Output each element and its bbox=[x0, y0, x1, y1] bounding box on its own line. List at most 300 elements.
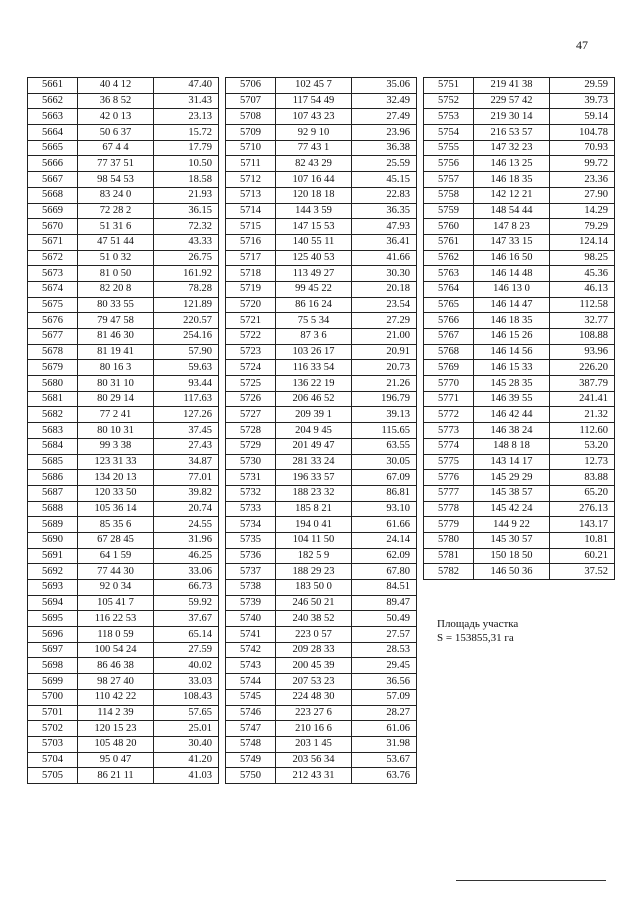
bearing-cell: 72 28 2 bbox=[78, 203, 154, 219]
point-number-cell: 5706 bbox=[226, 78, 276, 94]
point-number-cell: 5717 bbox=[226, 250, 276, 266]
point-number-cell: 5693 bbox=[28, 580, 78, 596]
bearing-cell: 134 20 13 bbox=[78, 470, 154, 486]
bearing-cell: 114 2 39 bbox=[78, 705, 154, 721]
distance-cell: 27.49 bbox=[352, 109, 417, 125]
table-row bbox=[424, 93, 615, 109]
point-number-cell: 5775 bbox=[424, 454, 474, 470]
table-row bbox=[226, 360, 417, 376]
table-row bbox=[28, 423, 219, 439]
point-number-cell: 5685 bbox=[28, 454, 78, 470]
distance-cell: 32.49 bbox=[352, 93, 417, 109]
point-number-cell: 5773 bbox=[424, 423, 474, 439]
table-row bbox=[28, 674, 219, 690]
bearing-cell: 107 16 44 bbox=[276, 172, 352, 188]
bearing-cell: 145 30 57 bbox=[474, 532, 550, 548]
table-row bbox=[226, 391, 417, 407]
bearing-cell: 146 15 33 bbox=[474, 360, 550, 376]
distance-cell: 104.78 bbox=[550, 125, 615, 141]
distance-cell: 22.83 bbox=[352, 187, 417, 203]
distance-cell: 121.89 bbox=[154, 297, 219, 313]
table-row bbox=[424, 219, 615, 235]
point-number-cell: 5677 bbox=[28, 329, 78, 345]
table-row bbox=[28, 611, 219, 627]
distance-cell: 63.76 bbox=[352, 768, 417, 784]
bearing-cell: 82 43 29 bbox=[276, 156, 352, 172]
distance-cell: 29.59 bbox=[550, 78, 615, 94]
bearing-cell: 147 15 53 bbox=[276, 219, 352, 235]
distance-cell: 26.75 bbox=[154, 250, 219, 266]
table-row bbox=[424, 470, 615, 486]
bearing-cell: 219 30 14 bbox=[474, 109, 550, 125]
bearing-cell: 81 0 50 bbox=[78, 266, 154, 282]
point-number-cell: 5725 bbox=[226, 376, 276, 392]
bearing-cell: 120 15 23 bbox=[78, 721, 154, 737]
point-number-cell: 5711 bbox=[226, 156, 276, 172]
distance-cell: 61.06 bbox=[352, 721, 417, 737]
bearing-cell: 81 19 41 bbox=[78, 344, 154, 360]
distance-cell: 59.14 bbox=[550, 109, 615, 125]
bearing-cell: 146 14 47 bbox=[474, 297, 550, 313]
point-number-cell: 5721 bbox=[226, 313, 276, 329]
table-row bbox=[28, 140, 219, 156]
point-number-cell: 5765 bbox=[424, 297, 474, 313]
point-number-cell: 5776 bbox=[424, 470, 474, 486]
bearing-cell: 80 29 14 bbox=[78, 391, 154, 407]
point-number-cell: 5678 bbox=[28, 344, 78, 360]
bearing-cell: 98 54 53 bbox=[78, 172, 154, 188]
table-row bbox=[28, 752, 219, 768]
table-row bbox=[226, 721, 417, 737]
point-number-cell: 5673 bbox=[28, 266, 78, 282]
distance-cell: 28.53 bbox=[352, 642, 417, 658]
point-number-cell: 5754 bbox=[424, 125, 474, 141]
point-number-cell: 5744 bbox=[226, 674, 276, 690]
table-row bbox=[226, 768, 417, 784]
distance-cell: 89.47 bbox=[352, 595, 417, 611]
table-row bbox=[28, 250, 219, 266]
distance-cell: 57.90 bbox=[154, 344, 219, 360]
point-number-cell: 5710 bbox=[226, 140, 276, 156]
distance-cell: 43.33 bbox=[154, 234, 219, 250]
distance-cell: 20.73 bbox=[352, 360, 417, 376]
point-number-cell: 5727 bbox=[226, 407, 276, 423]
bearing-cell: 223 27 6 bbox=[276, 705, 352, 721]
table-row bbox=[226, 187, 417, 203]
table-row bbox=[424, 125, 615, 141]
bearing-cell: 105 36 14 bbox=[78, 501, 154, 517]
coordinates-table-column-2 bbox=[225, 77, 417, 784]
point-number-cell: 5676 bbox=[28, 313, 78, 329]
bearing-cell: 47 51 44 bbox=[78, 234, 154, 250]
table-row bbox=[28, 109, 219, 125]
bearing-cell: 98 27 40 bbox=[78, 674, 154, 690]
table-row bbox=[28, 219, 219, 235]
bearing-cell: 146 42 44 bbox=[474, 407, 550, 423]
table-row bbox=[28, 470, 219, 486]
point-number-cell: 5746 bbox=[226, 705, 276, 721]
point-number-cell: 5709 bbox=[226, 125, 276, 141]
bearing-cell: 147 8 23 bbox=[474, 219, 550, 235]
bearing-cell: 100 54 24 bbox=[78, 642, 154, 658]
table-row bbox=[424, 360, 615, 376]
bearing-cell: 212 43 31 bbox=[276, 768, 352, 784]
table-row bbox=[226, 627, 417, 643]
table-row bbox=[28, 595, 219, 611]
point-number-cell: 5767 bbox=[424, 329, 474, 345]
footer-rule bbox=[456, 880, 606, 881]
table-row bbox=[28, 203, 219, 219]
distance-cell: 117.63 bbox=[154, 391, 219, 407]
point-number-cell: 5750 bbox=[226, 768, 276, 784]
bearing-cell: 86 46 38 bbox=[78, 658, 154, 674]
bearing-cell: 146 13 25 bbox=[474, 156, 550, 172]
distance-cell: 93.96 bbox=[550, 344, 615, 360]
table-row bbox=[226, 140, 417, 156]
point-number-cell: 5684 bbox=[28, 438, 78, 454]
table-row bbox=[226, 736, 417, 752]
distance-cell: 36.56 bbox=[352, 674, 417, 690]
bearing-cell: 142 12 21 bbox=[474, 187, 550, 203]
bearing-cell: 219 41 38 bbox=[474, 78, 550, 94]
bearing-cell: 145 42 24 bbox=[474, 501, 550, 517]
point-number-cell: 5771 bbox=[424, 391, 474, 407]
point-number-cell: 5680 bbox=[28, 376, 78, 392]
distance-cell: 93.10 bbox=[352, 501, 417, 517]
point-number-cell: 5736 bbox=[226, 548, 276, 564]
distance-cell: 45.15 bbox=[352, 172, 417, 188]
table-row bbox=[424, 109, 615, 125]
point-number-cell: 5701 bbox=[28, 705, 78, 721]
bearing-cell: 147 32 23 bbox=[474, 140, 550, 156]
bearing-cell: 123 31 33 bbox=[78, 454, 154, 470]
table-row bbox=[424, 423, 615, 439]
point-number-cell: 5781 bbox=[424, 548, 474, 564]
point-number-cell: 5761 bbox=[424, 234, 474, 250]
table-row bbox=[28, 266, 219, 282]
point-number-cell: 5772 bbox=[424, 407, 474, 423]
distance-cell: 124.14 bbox=[550, 234, 615, 250]
table-row bbox=[28, 125, 219, 141]
point-number-cell: 5720 bbox=[226, 297, 276, 313]
point-number-cell: 5682 bbox=[28, 407, 78, 423]
point-number-cell: 5695 bbox=[28, 611, 78, 627]
distance-cell: 84.51 bbox=[352, 580, 417, 596]
point-number-cell: 5708 bbox=[226, 109, 276, 125]
bearing-cell: 207 53 23 bbox=[276, 674, 352, 690]
bearing-cell: 224 48 30 bbox=[276, 689, 352, 705]
point-number-cell: 5690 bbox=[28, 532, 78, 548]
bearing-cell: 148 8 18 bbox=[474, 438, 550, 454]
distance-cell: 36.15 bbox=[154, 203, 219, 219]
area-label: Площадь участка bbox=[437, 618, 519, 630]
point-number-cell: 5749 bbox=[226, 752, 276, 768]
table-row bbox=[28, 360, 219, 376]
table-row bbox=[424, 438, 615, 454]
bearing-cell: 146 38 24 bbox=[474, 423, 550, 439]
bearing-cell: 140 55 11 bbox=[276, 234, 352, 250]
distance-cell: 33.03 bbox=[154, 674, 219, 690]
point-number-cell: 5768 bbox=[424, 344, 474, 360]
table-row bbox=[28, 344, 219, 360]
distance-cell: 66.73 bbox=[154, 580, 219, 596]
table-row bbox=[226, 125, 417, 141]
distance-cell: 31.43 bbox=[154, 93, 219, 109]
bearing-cell: 150 18 50 bbox=[474, 548, 550, 564]
point-number-cell: 5763 bbox=[424, 266, 474, 282]
point-number-cell: 5769 bbox=[424, 360, 474, 376]
point-number-cell: 5698 bbox=[28, 658, 78, 674]
point-number-cell: 5740 bbox=[226, 611, 276, 627]
table-row bbox=[226, 580, 417, 596]
bearing-cell: 67 28 45 bbox=[78, 532, 154, 548]
bearing-cell: 200 45 39 bbox=[276, 658, 352, 674]
table-row bbox=[28, 689, 219, 705]
bearing-cell: 92 9 10 bbox=[276, 125, 352, 141]
point-number-cell: 5777 bbox=[424, 485, 474, 501]
bearing-cell: 80 33 55 bbox=[78, 297, 154, 313]
bearing-cell: 146 13 0 bbox=[474, 281, 550, 297]
table-row bbox=[28, 376, 219, 392]
distance-cell: 226.20 bbox=[550, 360, 615, 376]
point-number-cell: 5675 bbox=[28, 297, 78, 313]
bearing-cell: 223 0 57 bbox=[276, 627, 352, 643]
table-row bbox=[28, 297, 219, 313]
point-number-cell: 5705 bbox=[28, 768, 78, 784]
table-row bbox=[226, 532, 417, 548]
point-number-cell: 5759 bbox=[424, 203, 474, 219]
table-row bbox=[226, 611, 417, 627]
table-row bbox=[424, 391, 615, 407]
bearing-cell: 145 28 35 bbox=[474, 376, 550, 392]
table-row bbox=[226, 438, 417, 454]
point-number-cell: 5757 bbox=[424, 172, 474, 188]
point-number-cell: 5666 bbox=[28, 156, 78, 172]
distance-cell: 37.45 bbox=[154, 423, 219, 439]
table-row bbox=[424, 266, 615, 282]
point-number-cell: 5748 bbox=[226, 736, 276, 752]
table-row bbox=[226, 454, 417, 470]
distance-cell: 276.13 bbox=[550, 501, 615, 517]
point-number-cell: 5692 bbox=[28, 564, 78, 580]
distance-cell: 30.40 bbox=[154, 736, 219, 752]
point-number-cell: 5696 bbox=[28, 627, 78, 643]
bearing-cell: 148 54 44 bbox=[474, 203, 550, 219]
distance-cell: 57.09 bbox=[352, 689, 417, 705]
bearing-cell: 120 18 18 bbox=[276, 187, 352, 203]
distance-cell: 41.66 bbox=[352, 250, 417, 266]
bearing-cell: 136 22 19 bbox=[276, 376, 352, 392]
bearing-cell: 196 33 57 bbox=[276, 470, 352, 486]
distance-cell: 21.26 bbox=[352, 376, 417, 392]
bearing-cell: 209 28 33 bbox=[276, 642, 352, 658]
point-number-cell: 5741 bbox=[226, 627, 276, 643]
bearing-cell: 203 56 34 bbox=[276, 752, 352, 768]
point-number-cell: 5722 bbox=[226, 329, 276, 345]
table-row bbox=[28, 454, 219, 470]
bearing-cell: 77 44 30 bbox=[78, 564, 154, 580]
point-number-cell: 5729 bbox=[226, 438, 276, 454]
point-number-cell: 5780 bbox=[424, 532, 474, 548]
table-row bbox=[28, 156, 219, 172]
bearing-cell: 103 26 17 bbox=[276, 344, 352, 360]
bearing-cell: 120 33 50 bbox=[78, 485, 154, 501]
bearing-cell: 113 49 27 bbox=[276, 266, 352, 282]
table-row bbox=[28, 485, 219, 501]
bearing-cell: 145 29 29 bbox=[474, 470, 550, 486]
bearing-cell: 77 43 1 bbox=[276, 140, 352, 156]
bearing-cell: 246 50 21 bbox=[276, 595, 352, 611]
bearing-cell: 95 0 47 bbox=[78, 752, 154, 768]
point-number-cell: 5689 bbox=[28, 517, 78, 533]
distance-cell: 254.16 bbox=[154, 329, 219, 345]
point-number-cell: 5751 bbox=[424, 78, 474, 94]
point-number-cell: 5760 bbox=[424, 219, 474, 235]
table-row bbox=[226, 485, 417, 501]
point-number-cell: 5724 bbox=[226, 360, 276, 376]
distance-cell: 143.17 bbox=[550, 517, 615, 533]
point-number-cell: 5730 bbox=[226, 454, 276, 470]
table-row bbox=[28, 234, 219, 250]
distance-cell: 60.21 bbox=[550, 548, 615, 564]
distance-cell: 20.18 bbox=[352, 281, 417, 297]
point-number-cell: 5743 bbox=[226, 658, 276, 674]
table-row bbox=[226, 595, 417, 611]
table-row bbox=[424, 485, 615, 501]
distance-cell: 47.40 bbox=[154, 78, 219, 94]
table-row bbox=[28, 705, 219, 721]
table-row bbox=[226, 517, 417, 533]
point-number-cell: 5668 bbox=[28, 187, 78, 203]
distance-cell: 21.93 bbox=[154, 187, 219, 203]
table-row bbox=[28, 78, 219, 94]
table-row bbox=[226, 376, 417, 392]
page-number: 47 bbox=[576, 38, 588, 52]
table-row bbox=[424, 281, 615, 297]
table-row bbox=[28, 407, 219, 423]
distance-cell: 83.88 bbox=[550, 470, 615, 486]
bearing-cell: 146 14 56 bbox=[474, 344, 550, 360]
bearing-cell: 143 14 17 bbox=[474, 454, 550, 470]
distance-cell: 62.09 bbox=[352, 548, 417, 564]
bearing-cell: 194 0 41 bbox=[276, 517, 352, 533]
distance-cell: 98.25 bbox=[550, 250, 615, 266]
distance-cell: 15.72 bbox=[154, 125, 219, 141]
point-number-cell: 5713 bbox=[226, 187, 276, 203]
table-row bbox=[424, 517, 615, 533]
table-row bbox=[28, 642, 219, 658]
bearing-cell: 77 2 41 bbox=[78, 407, 154, 423]
bearing-cell: 80 16 3 bbox=[78, 360, 154, 376]
bearing-cell: 36 8 52 bbox=[78, 93, 154, 109]
table-row bbox=[28, 281, 219, 297]
table-row bbox=[226, 78, 417, 94]
distance-cell: 21.00 bbox=[352, 329, 417, 345]
distance-cell: 77.01 bbox=[154, 470, 219, 486]
distance-cell: 61.66 bbox=[352, 517, 417, 533]
distance-cell: 27.59 bbox=[154, 642, 219, 658]
bearing-cell: 107 43 23 bbox=[276, 109, 352, 125]
distance-cell: 57.65 bbox=[154, 705, 219, 721]
table-row bbox=[424, 234, 615, 250]
table-row bbox=[28, 736, 219, 752]
distance-cell: 108.43 bbox=[154, 689, 219, 705]
table-row bbox=[28, 768, 219, 784]
table-row bbox=[226, 234, 417, 250]
point-number-cell: 5686 bbox=[28, 470, 78, 486]
bearing-cell: 117 54 49 bbox=[276, 93, 352, 109]
distance-cell: 32.77 bbox=[550, 313, 615, 329]
table-row bbox=[226, 470, 417, 486]
distance-cell: 70.93 bbox=[550, 140, 615, 156]
point-number-cell: 5700 bbox=[28, 689, 78, 705]
point-number-cell: 5762 bbox=[424, 250, 474, 266]
distance-cell: 36.41 bbox=[352, 234, 417, 250]
point-number-cell: 5687 bbox=[28, 485, 78, 501]
bearing-cell: 146 15 26 bbox=[474, 329, 550, 345]
bearing-cell: 42 0 13 bbox=[78, 109, 154, 125]
point-number-cell: 5702 bbox=[28, 721, 78, 737]
point-number-cell: 5774 bbox=[424, 438, 474, 454]
point-number-cell: 5697 bbox=[28, 642, 78, 658]
table-row bbox=[28, 329, 219, 345]
table-row bbox=[226, 281, 417, 297]
distance-cell: 67.09 bbox=[352, 470, 417, 486]
distance-cell: 65.20 bbox=[550, 485, 615, 501]
distance-cell: 59.92 bbox=[154, 595, 219, 611]
distance-cell: 47.93 bbox=[352, 219, 417, 235]
distance-cell: 127.26 bbox=[154, 407, 219, 423]
bearing-cell: 146 39 55 bbox=[474, 391, 550, 407]
point-number-cell: 5663 bbox=[28, 109, 78, 125]
table-row bbox=[28, 517, 219, 533]
distance-cell: 53.20 bbox=[550, 438, 615, 454]
distance-cell: 39.82 bbox=[154, 485, 219, 501]
table-row bbox=[424, 329, 615, 345]
point-number-cell: 5779 bbox=[424, 517, 474, 533]
distance-cell: 115.65 bbox=[352, 423, 417, 439]
point-number-cell: 5670 bbox=[28, 219, 78, 235]
bearing-cell: 64 1 59 bbox=[78, 548, 154, 564]
distance-cell: 30.30 bbox=[352, 266, 417, 282]
distance-cell: 220.57 bbox=[154, 313, 219, 329]
table-row bbox=[28, 580, 219, 596]
point-number-cell: 5681 bbox=[28, 391, 78, 407]
area-value: S = 153855,31 га bbox=[437, 632, 514, 644]
bearing-cell: 188 29 23 bbox=[276, 564, 352, 580]
bearing-cell: 51 31 6 bbox=[78, 219, 154, 235]
table-row bbox=[424, 140, 615, 156]
point-number-cell: 5782 bbox=[424, 564, 474, 580]
point-number-cell: 5664 bbox=[28, 125, 78, 141]
bearing-cell: 216 53 57 bbox=[474, 125, 550, 141]
table-row bbox=[226, 564, 417, 580]
bearing-cell: 116 33 54 bbox=[276, 360, 352, 376]
distance-cell: 46.25 bbox=[154, 548, 219, 564]
distance-cell: 37.52 bbox=[550, 564, 615, 580]
table-row bbox=[226, 705, 417, 721]
table-row bbox=[226, 172, 417, 188]
bearing-cell: 144 9 22 bbox=[474, 517, 550, 533]
table-row bbox=[226, 501, 417, 517]
distance-cell: 24.14 bbox=[352, 532, 417, 548]
table-row bbox=[226, 266, 417, 282]
table-row bbox=[28, 627, 219, 643]
table-row bbox=[424, 297, 615, 313]
point-number-cell: 5723 bbox=[226, 344, 276, 360]
distance-cell: 78.28 bbox=[154, 281, 219, 297]
distance-cell: 99.72 bbox=[550, 156, 615, 172]
